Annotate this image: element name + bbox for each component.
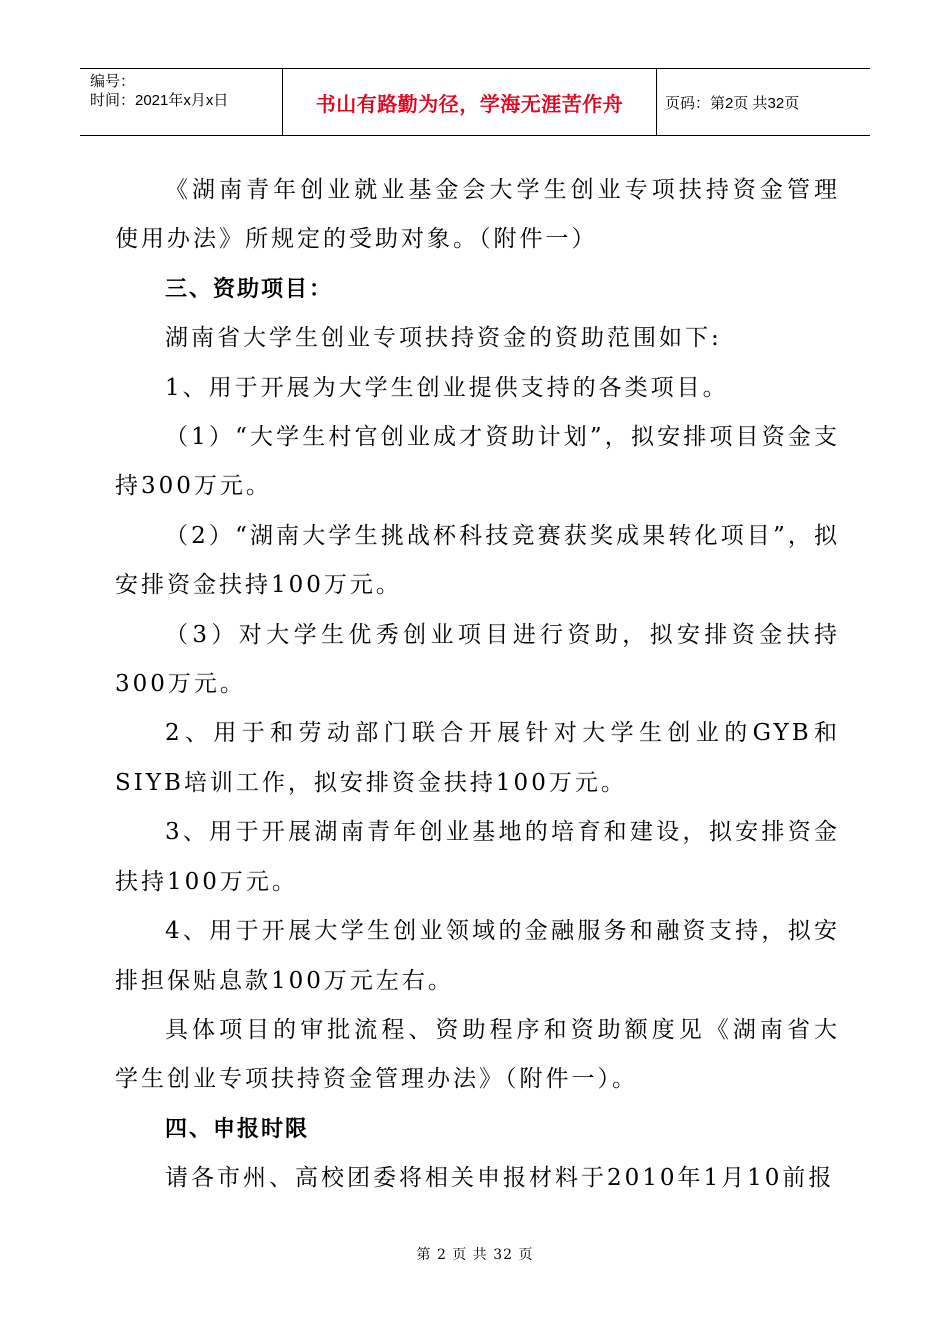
- paragraph-item-1-1: （1）“大学生村官创业成才资助计划”，拟安排项目资金支持300万元。: [115, 424, 840, 500]
- section-heading-funding-projects: 三、资助项目：: [165, 276, 334, 302]
- paragraph-item-1-3: （3）对大学生优秀创业项目进行资助，拟安排资金扶持300万元。: [115, 621, 840, 698]
- header-motto: 书山有路勤为径，学海无涯苦作舟: [283, 69, 657, 135]
- header-page-code: 页码：第2页 共32页: [665, 94, 800, 112]
- paragraph-deadline: 请各市州、高校团委将相关申报材料于2010年1月10前报: [165, 1165, 835, 1192]
- page-header: [80, 68, 870, 136]
- paragraph-item-4: 4、用于开展大学生创业领域的金融服务和融资支持，拟安排担保贴息款100万元左右。: [115, 918, 840, 994]
- document-number-label: 编号：: [90, 73, 136, 90]
- paragraph-item-1: 1、用于开展为大学生创业提供支持的各类项目。: [165, 374, 729, 401]
- document-body: [115, 166, 840, 1204]
- paragraph-scope: 湖南省大学生创业专项扶持资金的资助范围如下:: [165, 325, 722, 352]
- paragraph-intro: 《湖南青年创业就业基金会大学生创业专项扶持资金管理使用办法》所规定的受助对象。（附件一）: [115, 177, 840, 253]
- page-footer: 第 2 页 共 32 页: [416, 1247, 534, 1263]
- paragraph-item-3: 3、用于开展湖南青年创业基地的培育和建设，拟安排资金扶持100万元。: [115, 819, 840, 895]
- paragraph-item-2: 2、用于和劳动部门联合开展针对大学生创业的GYB和SIYB培训工作，拟安排资金扶持100万元。: [115, 720, 840, 796]
- header-meta-cell: [80, 69, 283, 135]
- section-heading-deadline: 四、申报时限: [165, 1116, 310, 1142]
- paragraph-procedure: 具体项目的审批流程、资助程序和资助额度见《湖南省大学生创业专项扶持资金管理办法》（附件一）。: [115, 1016, 840, 1093]
- paragraph-item-1-2: （2）“湖南大学生挑战杯科技竞赛获奖成果转化项目”，拟安排资金扶持100万元。: [115, 522, 840, 599]
- document-time-label: 时间：2021年x月x日: [90, 92, 229, 109]
